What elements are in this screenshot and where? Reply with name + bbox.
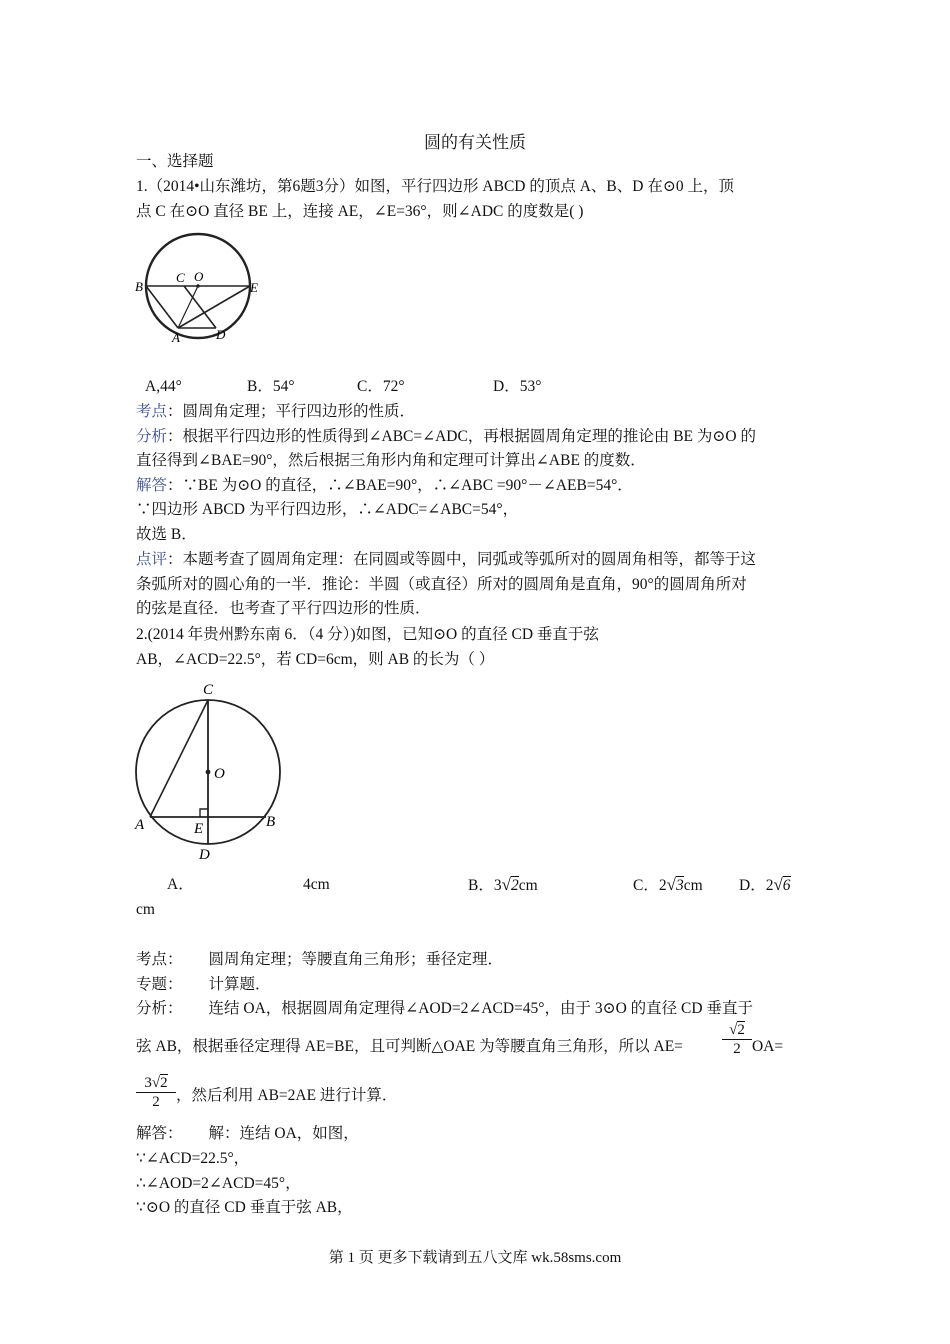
q2-kaodian-text: 圆周角定理；等腰直角三角形；垂径定理．: [208, 951, 504, 968]
page-footer: 第 1 页 更多下载请到五八文库 wk.58sms.com: [328, 1250, 622, 1266]
q1-option-a: A,44°: [145, 378, 182, 395]
q2-fenxi-tag: 分析：: [136, 1000, 183, 1017]
sqrt-icon: √: [666, 875, 676, 894]
q1-jieda-line3: 故选 B．: [136, 526, 197, 543]
q2-option-b: [468, 875, 538, 896]
q2-right-angle-mark: [200, 809, 208, 817]
q1-fenxi-line1: [136, 427, 756, 447]
q2-option-d-label: D．2: [739, 877, 774, 894]
q1-stem-line1: 1.（2014•山东潍坊，第6题3分）如图，平行四边形 ABCD 的顶点 A、B、D 在⊙0 上，顶: [136, 178, 734, 195]
q2-fraction-2: [136, 1074, 176, 1111]
q2-option-b-radicand: 2: [510, 877, 519, 894]
q2-option-c-unit: cm: [683, 877, 703, 894]
q2-fenxi-text1: 连结 OA，根据圆周角定理得∠AOD=2∠ACD=45°，由于 3⊙O 的直径 CD 垂直于: [208, 1000, 753, 1017]
q2-fenxi-line1: [136, 999, 753, 1019]
q1-dianping-line2: 条弧所对的圆心角的一半．推论：半圆（或直径）所对的圆周角是直角，90°的圆周角所对: [136, 576, 747, 593]
q2-label-d: D: [199, 847, 210, 863]
q1-label-a: A: [172, 330, 180, 345]
q1-jieda-tag: 解答: [136, 477, 168, 494]
q1-label-b: B: [135, 279, 143, 294]
q1-option-c: C．72°: [357, 378, 405, 395]
sqrt-icon: √: [729, 1022, 738, 1038]
q1-dianping-line3: 的弦是直径．也考查了平行四边形的性质．: [136, 600, 431, 617]
q2-jieda-line3: ∴∠AOD=2∠ACD=45°，: [136, 1175, 301, 1192]
q2-fenxi-line3: ，然后利用 AB=2AE 进行计算．: [176, 1087, 398, 1104]
q2-option-c: [633, 875, 703, 896]
q2-label-e: E: [194, 821, 204, 837]
q2-fraction-2-radicand: 2: [160, 1075, 168, 1091]
q1-jieda-line1: [136, 476, 633, 496]
q2-zhuanti: [136, 975, 271, 995]
q1-dianping-text1: ：本题考查了圆周角定理：在同圆或等圆中，同弧或等弧所对的圆周角相等，都等于这: [167, 551, 757, 568]
q2-jieda-text1: 解：连结 OA，如图，: [208, 1125, 359, 1142]
q1-label-e: E: [250, 280, 258, 295]
q2-option-b-label: B．3: [468, 877, 502, 894]
q2-fraction-1-numerator: [722, 1021, 752, 1039]
q1-dianping-line1: [136, 550, 756, 570]
q2-zhuanti-tag: 专题：: [136, 976, 183, 993]
q2-jieda-tag: 解答：: [136, 1125, 183, 1142]
q1-center-dot: [196, 284, 200, 288]
page-title: 圆的有关性质: [424, 133, 526, 152]
q2-label-a: A: [135, 817, 145, 833]
q2-jieda-line2: ∵∠ACD=22.5°，: [136, 1150, 250, 1167]
q2-option-a-value: 4cm: [303, 876, 330, 893]
q1-kaodian: [136, 402, 415, 422]
q2-fraction-1-denominator: 2: [722, 1039, 752, 1058]
q1-option-d: D．53°: [493, 378, 542, 395]
section-heading: 一、选择题: [136, 153, 214, 170]
q2-fraction-1: [722, 1021, 752, 1058]
q2-fraction-1-radicand: 2: [737, 1022, 745, 1038]
q2-kaodian: [136, 950, 503, 970]
q2-option-a-label: A．: [167, 876, 194, 893]
q2-fraction-2-numerator: [136, 1074, 176, 1092]
q2-jieda-line4: ∵⊙O 的直径 CD 垂直于弦 AB，: [136, 1199, 353, 1216]
q2-center-dot: [206, 770, 211, 775]
sqrt-icon: √: [501, 875, 511, 894]
q1-jieda-text1: ：∵BE 为⊙O 的直径，∴∠BAE=90°，∴∠ABC =90°－∠AEB=54°．: [167, 477, 633, 494]
q2-zhuanti-text: 计算题．: [208, 976, 271, 993]
q2-option-d-unit: cm: [136, 901, 155, 918]
q2-segment-ac: [150, 700, 208, 817]
q1-stem-line2: 点 C 在⊙O 直径 BE 上，连接 AE，∠E=36°，则∠ADC 的度数是( ): [136, 203, 584, 220]
q1-jieda-line2: ∵四边形 ABCD 为平行四边形，∴∠ADC=∠ABC=54°，: [136, 501, 519, 518]
sqrt-icon: √: [151, 1075, 161, 1091]
q2-kaodian-tag: 考点：: [136, 951, 183, 968]
q2-label-o: O: [214, 766, 225, 782]
q2-option-d: [739, 875, 791, 896]
sqrt-icon: √: [773, 875, 783, 894]
q2-fenxi-line2b: OA=: [752, 1038, 784, 1055]
q1-label-o: O: [194, 269, 204, 284]
q2-option-c-radicand: 3: [675, 877, 684, 894]
q2-figure: [130, 678, 290, 863]
q2-fraction-2-coef: 3: [144, 1075, 152, 1091]
q2-stem-line2: AB，∠ACD=22.5°，若 CD=6cm，则 AB 的长为（ ）: [136, 651, 495, 668]
q2-option-d-radicand: 6: [782, 877, 791, 894]
q2-option-c-label: C．2: [633, 877, 667, 894]
q1-option-b: B．54°: [247, 378, 295, 395]
q2-jieda-line1: [136, 1124, 359, 1144]
q1-kaodian-tag: 考点: [136, 403, 168, 420]
q2-label-c: C: [203, 682, 214, 698]
q1-figure: [132, 228, 272, 348]
q1-fenxi-tag: 分析: [136, 428, 168, 445]
q2-stem-line1: 2.(2014 年贵州黔东南 6．（4 分）)如图，已知⊙O 的直径 CD 垂直于弦: [136, 626, 599, 643]
q2-option-b-unit: cm: [518, 877, 538, 894]
q1-fenxi-line2: 直径得到∠BAE=90°，然后根据三角形内角和定理可计算出∠ABE 的度数．: [136, 452, 646, 469]
q2-fenxi-line2a: 弦 AB，根据垂径定理得 AE=BE，且可判断△OAE 为等腰直角三角形，所以 AE=: [136, 1038, 683, 1055]
q1-label-d: D: [216, 327, 226, 342]
q1-dianping-tag: 点评: [136, 551, 168, 568]
q2-fraction-2-denominator: 2: [136, 1092, 176, 1111]
q1-fenxi-text1: ：根据平行四边形的性质得到∠ABC=∠ADC，再根据圆周角定理的推论由 BE 为⊙O 的: [167, 428, 756, 445]
q2-label-b: B: [266, 814, 276, 830]
q1-label-c: C: [176, 270, 185, 285]
q1-kaodian-text: ：圆周角定理；平行四边形的性质．: [167, 403, 416, 420]
